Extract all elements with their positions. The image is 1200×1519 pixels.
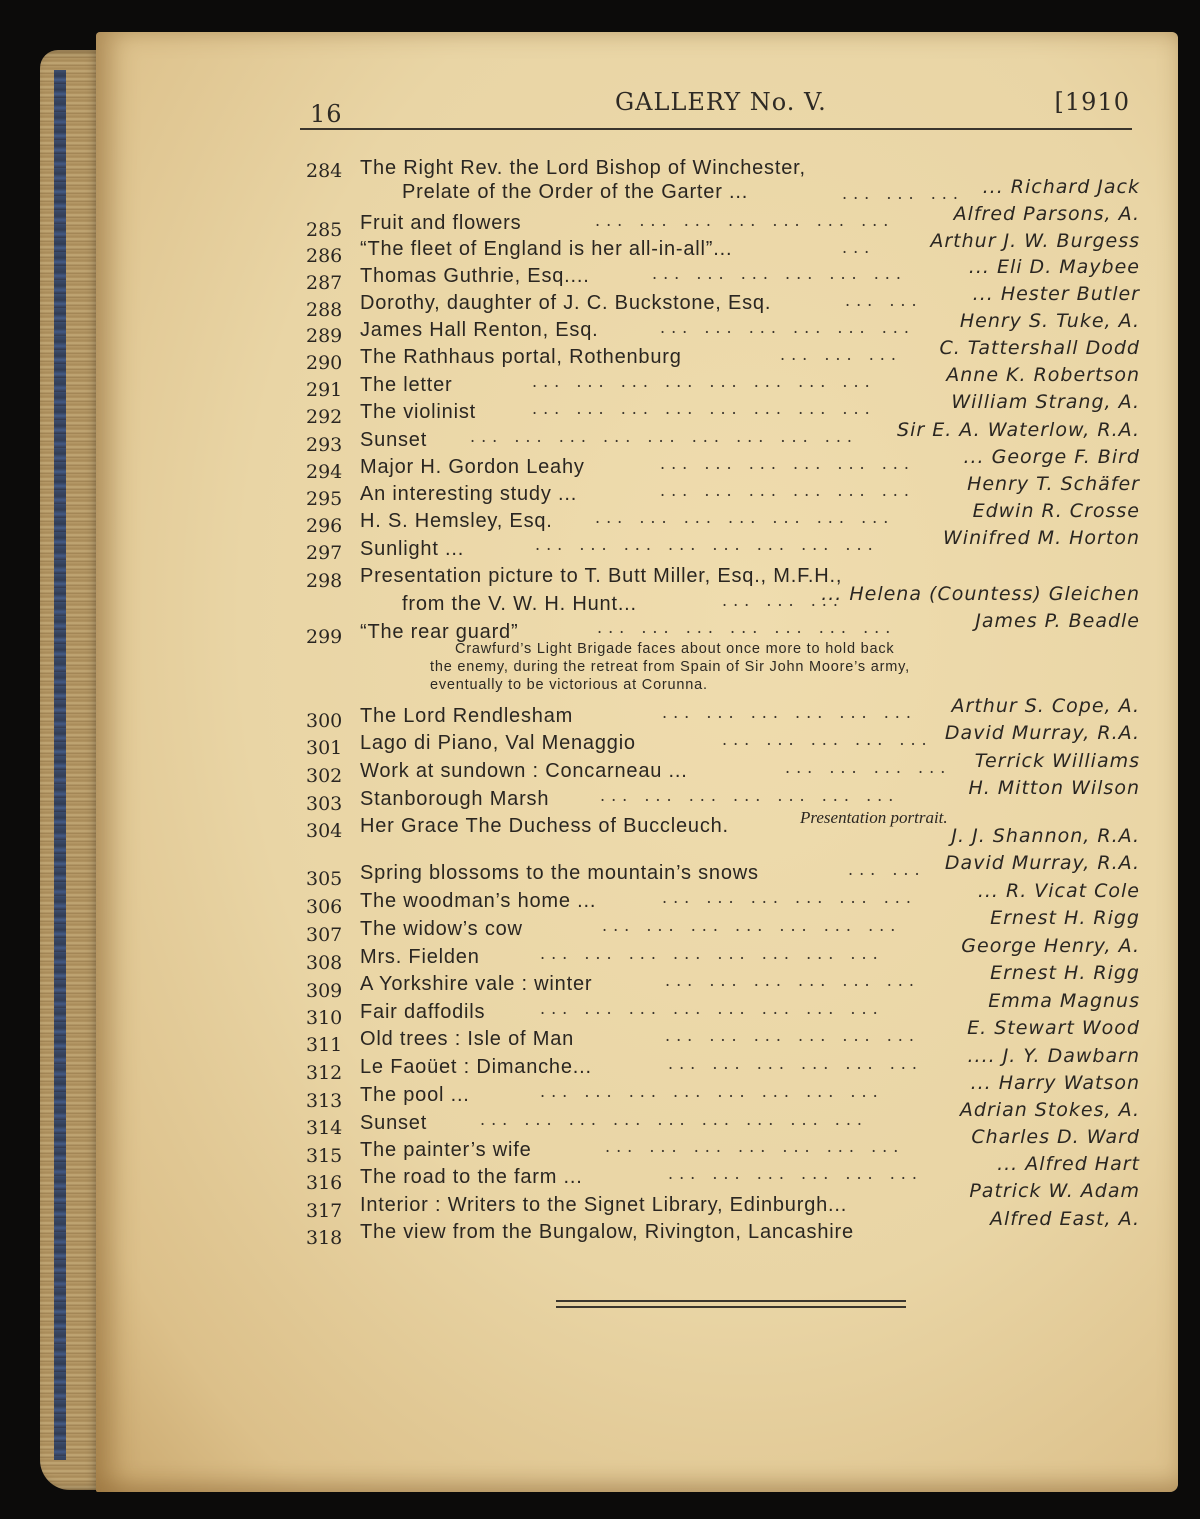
leader-dots: ... ... ... ... ... ... ... [595,211,895,230]
page-number: 16 [310,100,343,128]
leader-dots: ... ... ... ... ... ... ... [605,1137,905,1156]
entry-number: 312 [306,1062,343,1084]
leader-dots: ... ... ... ... ... ... [652,264,907,283]
leader-dots: ... ... ... ... ... ... ... ... [532,372,876,391]
entry-title: The Lord Rendlesham [360,705,574,727]
entry-number: 318 [306,1227,343,1249]
entry-artist: Emma Magnus [988,990,1140,1012]
entry-title: Mrs. Fielden [360,946,480,968]
entry-artist: Charles D. Ward [971,1126,1140,1148]
leader-dots: ... ... ... ... ... ... [665,971,920,990]
entry-number: 317 [306,1200,343,1222]
entry-artist: Anne K. Robertson [946,364,1140,386]
entry-artist: Patrick W. Adam [969,1180,1140,1202]
leader-dots: ... ... ... ... ... ... ... ... ... [470,427,859,446]
entry-artist: Alfred Parsons, A. [953,203,1140,225]
entry-number: 295 [306,488,343,510]
entry-number: 299 [306,626,343,648]
entry-title: Le Faoüet : Dimanche... [360,1056,592,1078]
entry-artist: Terrick Williams [974,750,1140,772]
entry-artist: George Henry, A. [961,935,1140,957]
entry-artist: Edwin R. Crosse [972,500,1140,522]
entry-title: H. S. Hemsley, Esq. [360,510,553,532]
entry-artist: C. Tattershall Dodd [939,337,1140,359]
leader-dots: ... ... ... [780,345,902,364]
entry-artist: ... George F. Bird [963,446,1140,468]
entry-artist: ... R. Vicat Cole [977,880,1140,902]
leader-dots: ... ... ... ... ... ... [668,1054,923,1073]
entry-number: 301 [306,737,343,759]
entry-note-line: eventually to be victorious at Corunna. [430,677,708,693]
entry-number: 285 [306,219,343,241]
entry-artist: James P. Beadle [975,610,1140,632]
entry-number: 306 [306,896,343,918]
leader-dots: ... ... ... ... ... ... [662,888,917,907]
entry-artist: ... Eli D. Maybee [968,256,1140,278]
entry-title-continued: from the V. W. H. Hunt... [402,593,637,615]
entry-number: 284 [306,160,343,182]
entry-artist: J. J. Shannon, R.A. [951,825,1140,847]
entry-number: 307 [306,924,343,946]
leader-dots: ... [842,238,876,257]
leader-dots: ... ... ... ... ... ... [660,481,915,500]
entry-artist: E. Stewart Wood [967,1017,1140,1039]
leader-dots: ... ... ... [842,184,964,203]
entry-title: The Rathhaus portal, Rothenburg [360,346,682,368]
entry-number: 310 [306,1007,343,1029]
entry-number: 293 [306,434,343,456]
entry-title: The violinist [360,401,476,423]
entry-number: 292 [306,406,343,428]
entry-title: An interesting study ... [360,483,578,505]
leader-dots: ... ... ... ... ... ... ... ... [535,535,879,554]
entry-title: Sunset [360,429,428,451]
entry-title: The letter [360,374,453,396]
entry-artist: Winifred M. Horton [943,527,1140,549]
entry-number: 309 [306,980,343,1002]
leader-dots: ... ... ... ... ... ... ... [602,916,902,935]
leader-dots: ... ... ... ... ... ... ... ... [540,1082,884,1101]
entry-artist: Ernest H. Rigg [990,962,1140,984]
entry-number: 304 [306,820,343,842]
entry-title: “The rear guard” [360,621,519,643]
leader-dots: ... ... ... ... ... [722,730,933,749]
entry-artist: David Murray, R.A. [944,722,1140,744]
entry-title: Stanborough Marsh [360,788,550,810]
entry-artist: Ernest H. Rigg [990,907,1140,929]
leader-dots: ... ... ... ... ... ... [662,703,917,722]
entry-number: 316 [306,1172,343,1194]
entry-artist: Henry T. Schäfer [967,473,1140,495]
entry-title: Major H. Gordon Leahy [360,456,585,478]
entry-number: 294 [306,461,343,483]
entry-title: Presentation picture to T. Butt Miller, Esq., M.F.H., [360,565,843,587]
entry-title: The woodman’s home ... [360,890,597,912]
entry-artist: Sir E. A. Waterlow, R.A. [897,419,1140,441]
leader-dots: ... ... ... ... ... ... [660,454,915,473]
entry-title: Old trees : Isle of Man [360,1028,575,1050]
leader-dots: ... ... ... ... ... ... ... ... [540,999,884,1018]
entry-artist: William Strang, A. [951,391,1140,413]
entry-title: The road to the farm ... [360,1166,583,1188]
entry-title: Lago di Piano, Val Menaggio [360,732,636,754]
entry-title: Work at sundown : Concarneau ... [360,760,688,782]
leader-dots: ... ... ... ... ... ... ... [595,508,895,527]
entry-artist: ... Richard Jack [982,176,1140,198]
entry-number: 287 [306,272,343,294]
entry-number: 298 [306,570,343,592]
entry-artist: .... J. Y. Dawbarn [967,1045,1140,1067]
entry-number: 300 [306,710,343,732]
entry-title: Sunset [360,1112,428,1134]
entry-artist: Alfred East, A. [989,1208,1140,1230]
entry-title: The pool ... [360,1084,470,1106]
entry-title: Interior : Writers to the Signet Library, Edinburgh... [360,1194,848,1216]
end-rule [556,1306,906,1308]
leader-dots: ... ... ... ... ... ... [668,1164,923,1183]
entry-note-line: Crawfurd’s Light Brigade faces about once more to hold back [455,641,895,657]
entry-artist: ... Alfred Hart [997,1153,1140,1175]
entry-artist: David Murray, R.A. [944,852,1140,874]
entry-artist: Arthur S. Cope, A. [951,695,1140,717]
entry-number: 313 [306,1090,343,1112]
leader-dots: ... ... ... ... ... ... ... ... [540,944,884,963]
entry-title: Thomas Guthrie, Esq.... [360,265,590,287]
leader-dots: ... ... ... ... ... ... ... [600,786,900,805]
entry-number: 290 [306,352,343,374]
entry-artist: Henry S. Tuke, A. [959,310,1140,332]
entry-note-line: the enemy, during the retreat from Spain of Sir John Moore’s army, [430,659,910,675]
entry-title: Dorothy, daughter of J. C. Buckstone, Esq. [360,292,772,314]
leader-dots: ... ... ... ... [785,758,952,777]
leader-dots: ... ... [845,291,923,310]
entry-title: Fair daffodils [360,1001,486,1023]
entry-title: James Hall Renton, Esq. [360,319,599,341]
entry-title: Sunlight ... [360,538,465,560]
leader-dots: ... ... ... [722,591,844,610]
end-rule [556,1300,906,1302]
leader-dots: ... ... ... ... ... ... [660,318,915,337]
leader-dots: ... ... [848,860,926,879]
entry-number: 286 [306,245,343,267]
entry-artist: ... Hester Butler [972,283,1140,305]
entry-title: Spring blossoms to the mountain’s snows [360,862,759,884]
entry-title: “The fleet of England is her all-in-all”... [360,238,733,260]
catalogue-year: [1910 [1054,88,1130,116]
leader-dots: ... ... ... ... ... ... ... [597,618,897,637]
entry-number: 297 [306,542,343,564]
leader-dots: ... ... ... ... ... ... ... ... ... [480,1110,869,1129]
entry-title: A Yorkshire vale : winter [360,973,593,995]
entry-number: 289 [306,325,343,347]
entry-remark: Presentation portrait. [800,808,948,827]
entry-title: Fruit and flowers [360,212,522,234]
entry-number: 311 [306,1034,343,1056]
entry-artist: Adrian Stokes, A. [959,1099,1140,1121]
entry-number: 296 [306,515,343,537]
entry-number: 303 [306,793,343,815]
entry-artist: ... Harry Watson [970,1072,1140,1094]
entry-number: 291 [306,379,343,401]
entry-title: Her Grace The Duchess of Buccleuch. [360,815,729,837]
leader-dots: ... ... ... ... ... ... [665,1026,920,1045]
entry-title: The Right Rev. the Lord Bishop of Winchester, [360,157,806,179]
entry-artist: ... Helena (Countess) Gleichen [821,583,1140,605]
entry-number: 308 [306,952,343,974]
entry-number: 314 [306,1117,343,1139]
entry-number: 288 [306,299,343,321]
entry-title-continued: Prelate of the Order of the Garter ... [402,181,749,203]
entry-title: The view from the Bungalow, Rivington, Lancashire [360,1221,854,1243]
leader-dots: ... ... ... ... ... ... ... ... [532,399,876,418]
gallery-title: GALLERY No. V. [615,88,827,116]
entry-title: The widow’s cow [360,918,523,940]
entry-artist: Arthur J. W. Burgess [930,230,1140,252]
entry-number: 302 [306,765,343,787]
entry-title: The painter’s wife [360,1139,532,1161]
entry-artist: H. Mitton Wilson [968,777,1140,799]
entry-number: 315 [306,1145,343,1167]
entry-number: 305 [306,868,343,890]
